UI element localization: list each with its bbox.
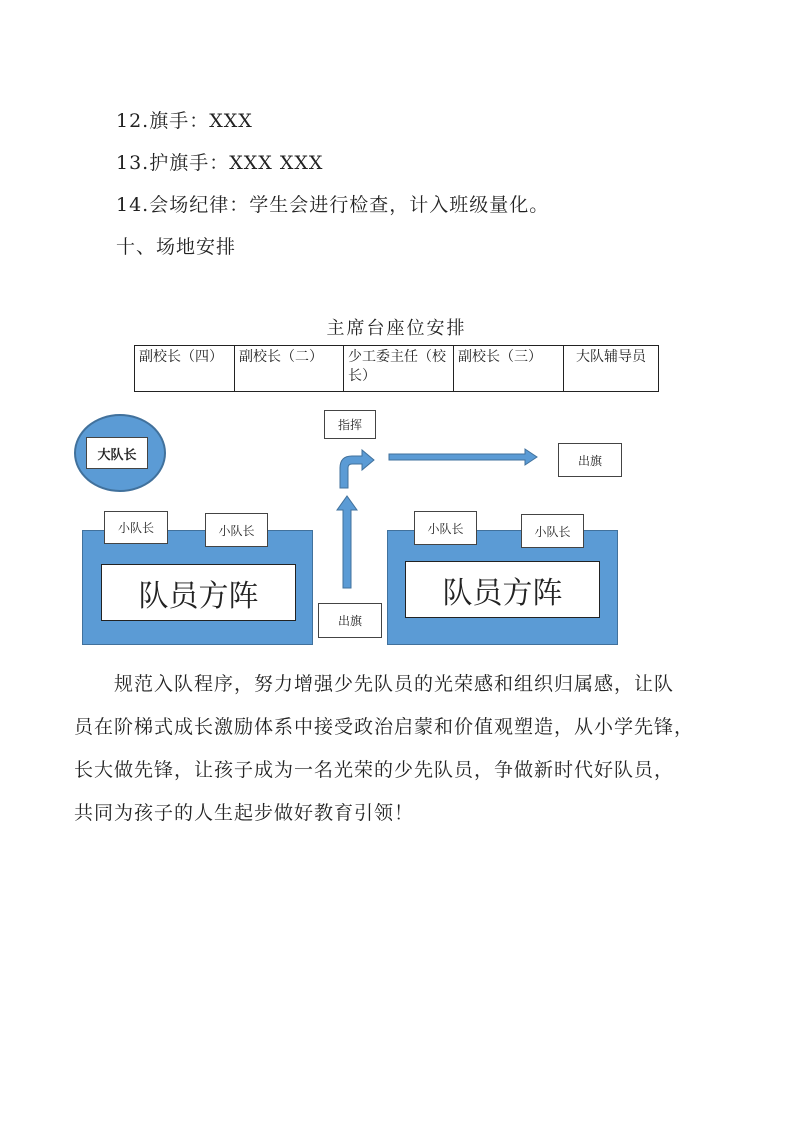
section-10-heading: 十、场地安排 — [116, 236, 237, 258]
right-arrow — [389, 449, 537, 465]
conductor-label: 指挥 — [324, 410, 376, 439]
squad-leader-left-1: 小队长 — [104, 511, 168, 544]
flag-out-right-label: 出旗 — [558, 443, 622, 477]
seat-3: 少工委主任（校长） — [344, 346, 454, 392]
captain-label: 大队长 — [86, 437, 148, 469]
bent-arrow — [340, 450, 374, 488]
formation-right-label: 队员方阵 — [405, 561, 600, 618]
seat-1: 副校长（四） — [135, 346, 235, 392]
item-13-flag-guards: 13.护旗手：XXX XXX — [116, 152, 324, 174]
seat-5: 大队辅导员 — [564, 346, 659, 392]
flag-out-center-label: 出旗 — [318, 603, 382, 638]
squad-leader-right-2: 小队长 — [521, 514, 584, 548]
up-arrow — [337, 496, 357, 588]
closing-line-4: 共同为孩子的人生起步做好教育引领！ — [74, 802, 415, 824]
closing-line-3: 长大做先锋，让孩子成为一名光荣的少先队员，争做新时代好队员， — [74, 759, 675, 781]
closing-line-2: 员在阶梯式成长激励体系中接受政治启蒙和价值观塑造，从小学先锋， — [74, 716, 695, 738]
squad-leader-left-2: 小队长 — [205, 513, 268, 547]
item-14-discipline: 14.会场纪律：学生会进行检查，计入班级量化。 — [116, 194, 550, 216]
seating-caption: 主席台座位安排 — [326, 318, 467, 339]
closing-line-1: 规范入队程序，努力增强少先队员的光荣感和组织归属感，让队 — [114, 673, 675, 695]
seat-2: 副校长（二） — [235, 346, 344, 392]
item-12-flag-bearer: 12.旗手：XXX — [116, 110, 253, 132]
seat-4: 副校长（三） — [454, 346, 564, 392]
squad-leader-right-1: 小队长 — [414, 511, 477, 545]
closing-paragraph — [74, 663, 724, 835]
formation-left-label: 队员方阵 — [101, 564, 296, 621]
